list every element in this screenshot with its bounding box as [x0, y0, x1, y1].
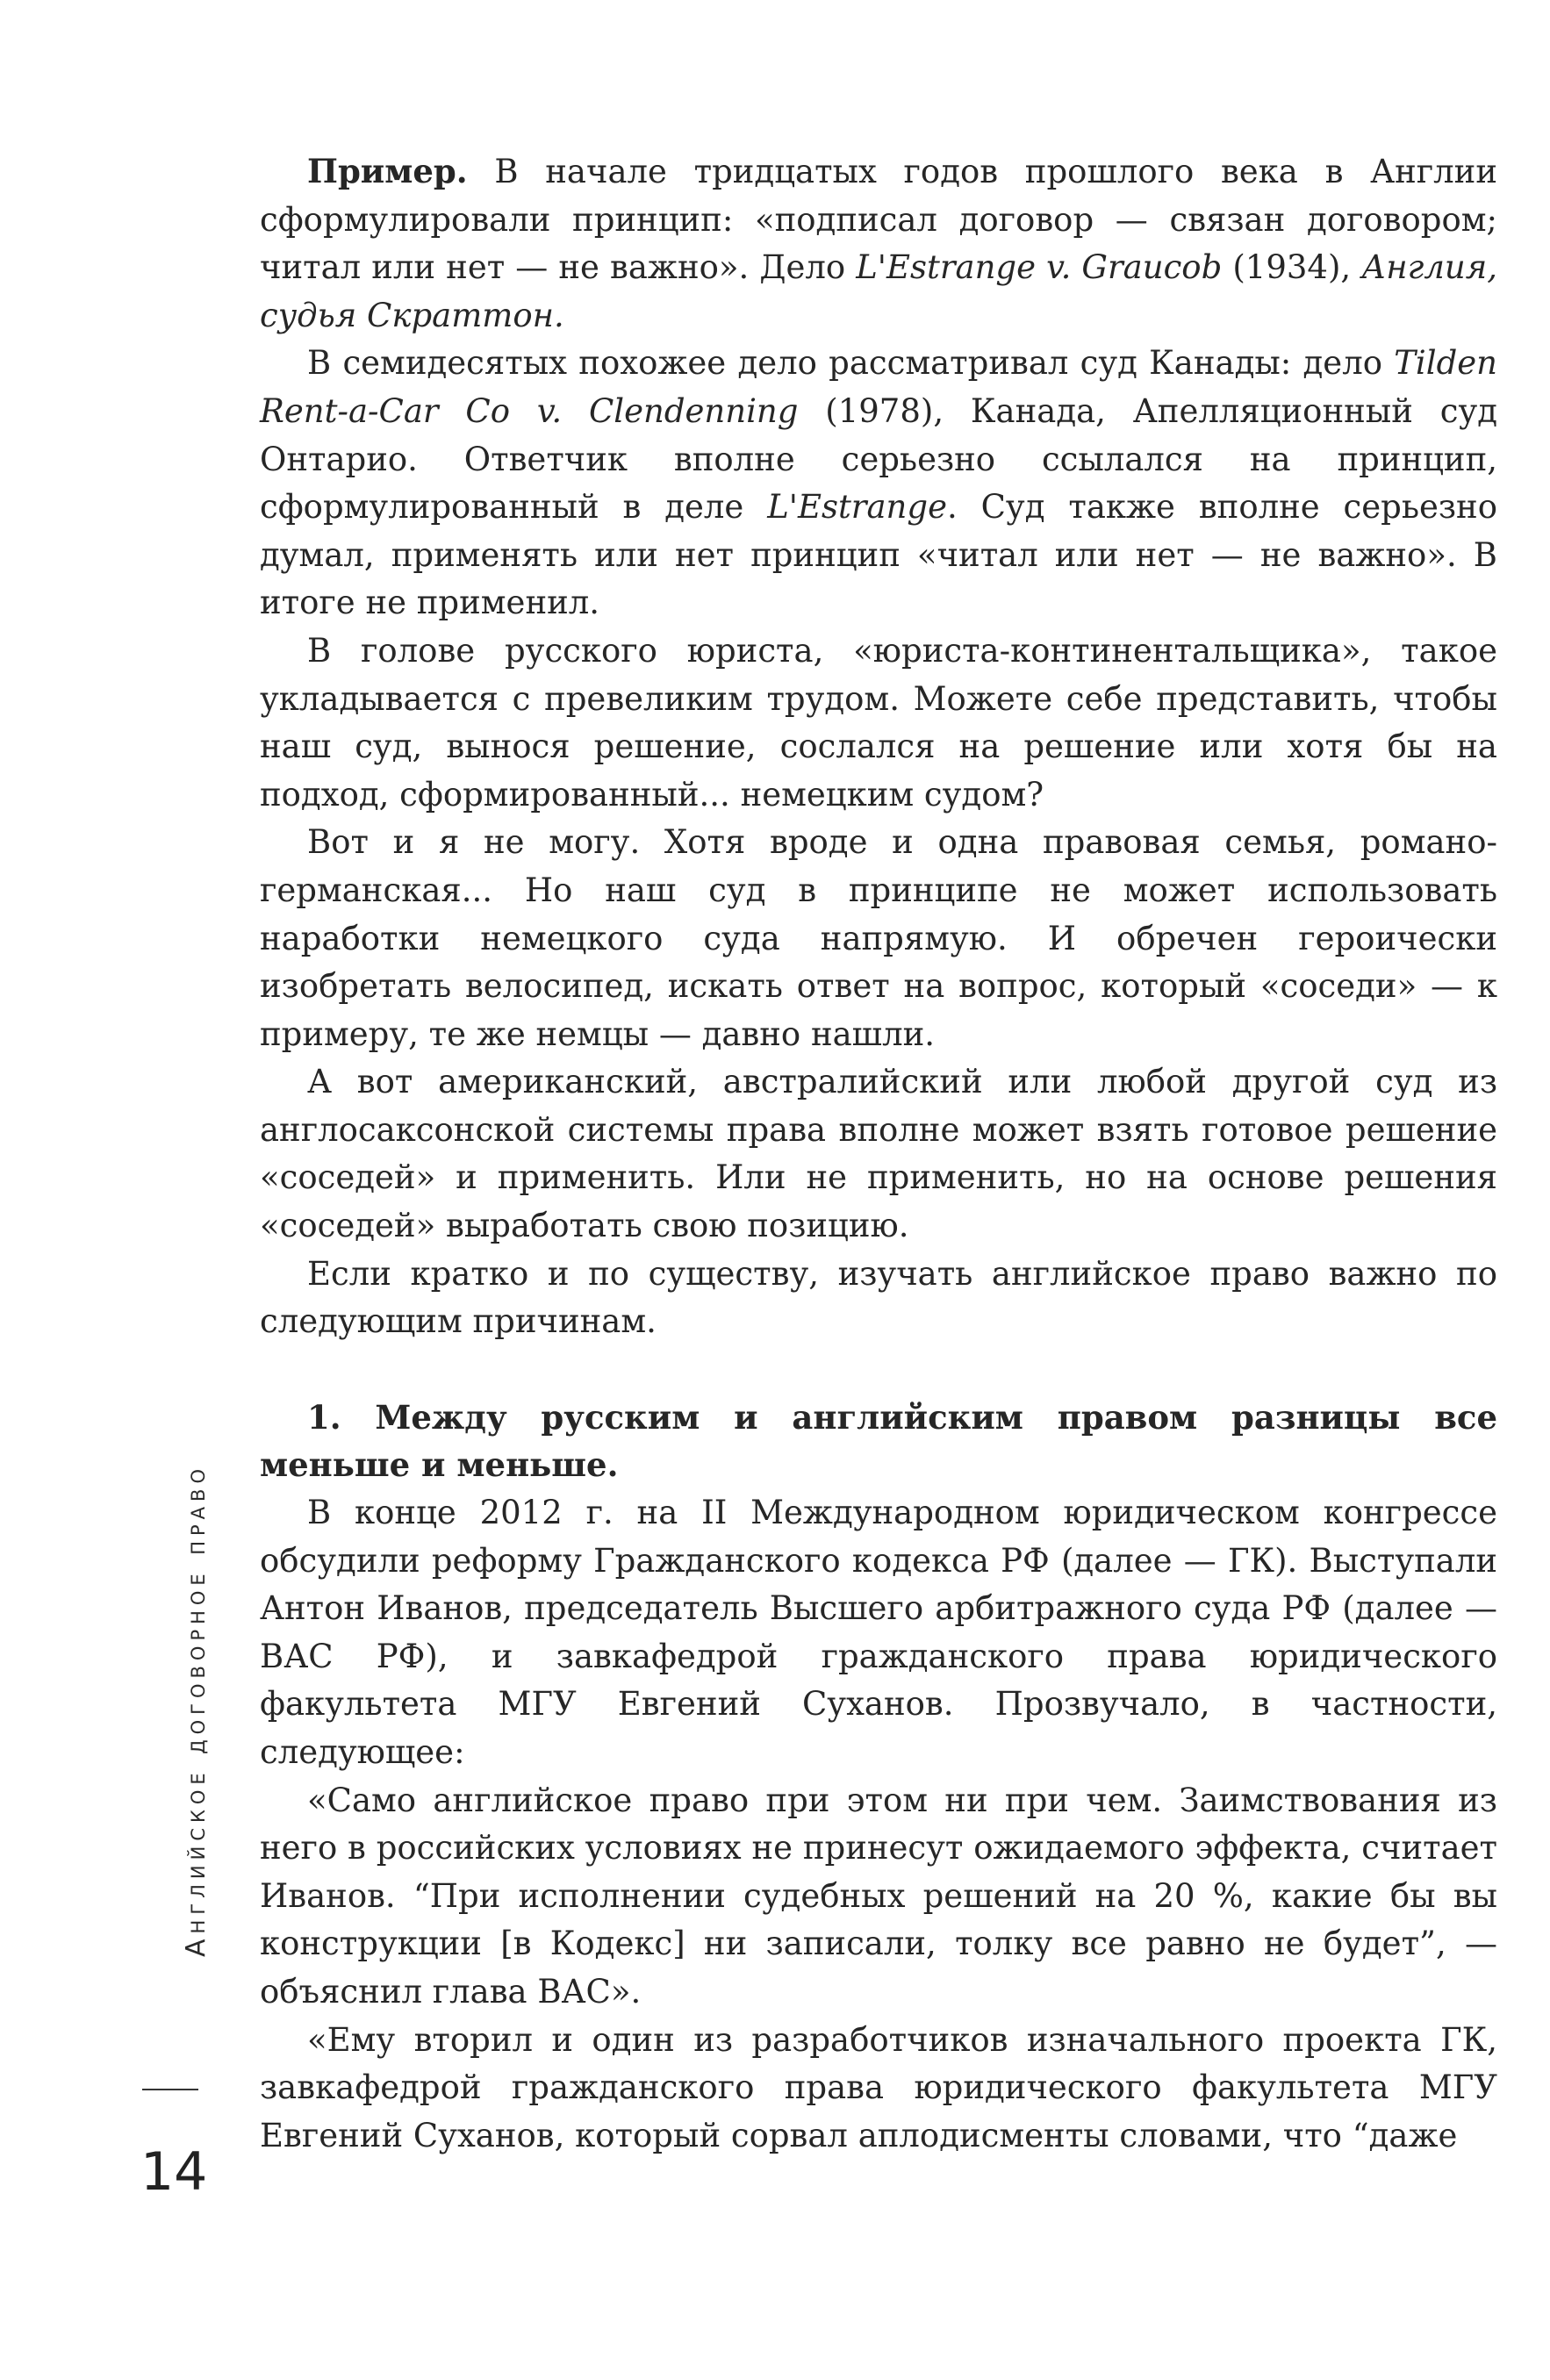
- paragraph-quote: «Ему вторил и один из разработчиков изначального проекта ГК, завкафедрой гражданского права юридического факультета МГУ Евгений Суханов, который сорвал аплодисменты словами, что “даже: [260, 2020, 1497, 2154]
- paragraph-lead: Пример.: [307, 152, 468, 190]
- paragraph-text: В начале тридцатых годов прошлого века в Англии сформулировали принцип: «подписал договор — связан договором; читал или нет — не важно». Дело: [260, 153, 1497, 287]
- case-name: Tilden Rent-a-Car Co v. Clendenning: [260, 344, 1497, 430]
- case-name: L'Estrange v. Graucob: [856, 248, 1223, 287]
- case-year: (1934),: [1222, 248, 1362, 287]
- section-heading: 1. Между русским и английским правом разницы все меньше и меньше.: [260, 1397, 1497, 1485]
- paragraph: А вот американский, австралийский или любой другой суд из англосаксонской системы права вполне может взять готовое решение «соседей» и применить. Или не применить, но на основе решения «соседей» выработать свою позицию.: [260, 1063, 1497, 1245]
- case-court: Англия, судья Скраттон.: [260, 248, 1497, 334]
- paragraph: В конце 2012 г. на II Международном юридическом конгрессе обсудили реформу Гражданского кодекса РФ (далее — ГК). Выступали Антон Иванов, председатель Высшего арбитражного суда РФ (далее — ВАС РФ), и завкафедрой гражданского права юридического факультета МГУ Евгений Суханов. Прозвучало, в частности, следующее:: [260, 1494, 1497, 1771]
- body-text: [260, 147, 1497, 2160]
- paragraph-text: . Суд также вполне серьезно думал, применять или нет принцип «читал или нет — не важно». В итоге не применил.: [260, 488, 1497, 622]
- paragraph-text: (1978), Канада, Апелляционный суд Онтарио. Ответчик вполне серьезно ссылался на принцип, сформулированный в деле: [260, 391, 1497, 527]
- page-rule: [142, 2089, 198, 2090]
- paragraph-quote: «Само английское право при этом ни при чем. Заимствования из него в российских условиях не принесут ожидаемого эффекта, считает Иванов. “При исполнении судебных решений на 20 %, какие бы вы конструкции [в Кодекс] ни записали, толку все равно не будет”, — объяснил глава ВАС».: [260, 1781, 1497, 2011]
- paragraph: В голове русского юриста, «юриста-континентальщика», такое укладывается с превеликим трудом. Можете себе представить, чтобы наш суд, вынося решение, сослался на решение или хотя бы на подход, сформированный... немецким судом?: [260, 631, 1497, 814]
- case-name: L'Estrange: [767, 488, 947, 527]
- running-head: Английское договорное право: [181, 1464, 212, 1957]
- paragraph-canada: [260, 340, 1497, 627]
- paragraph: Если кратко и по существу, изучать английское право важно по следующим причинам.: [260, 1254, 1497, 1341]
- paragraph: Вот и я не могу. Хотя вроде и одна правовая семья, романо-германская... Но наш суд в принципе не может использовать наработки немецкого суда напрямую. И обречен героически изобретать велосипед, искать ответ на вопрос, который «соседи» — к примеру, те же немцы — давно нашли.: [260, 823, 1497, 1053]
- paragraph-text: В семидесятых похожее дело рассматривал суд Канады: дело: [307, 344, 1395, 383]
- page-number: 14: [140, 2141, 208, 2203]
- paragraph-example: [260, 147, 1497, 340]
